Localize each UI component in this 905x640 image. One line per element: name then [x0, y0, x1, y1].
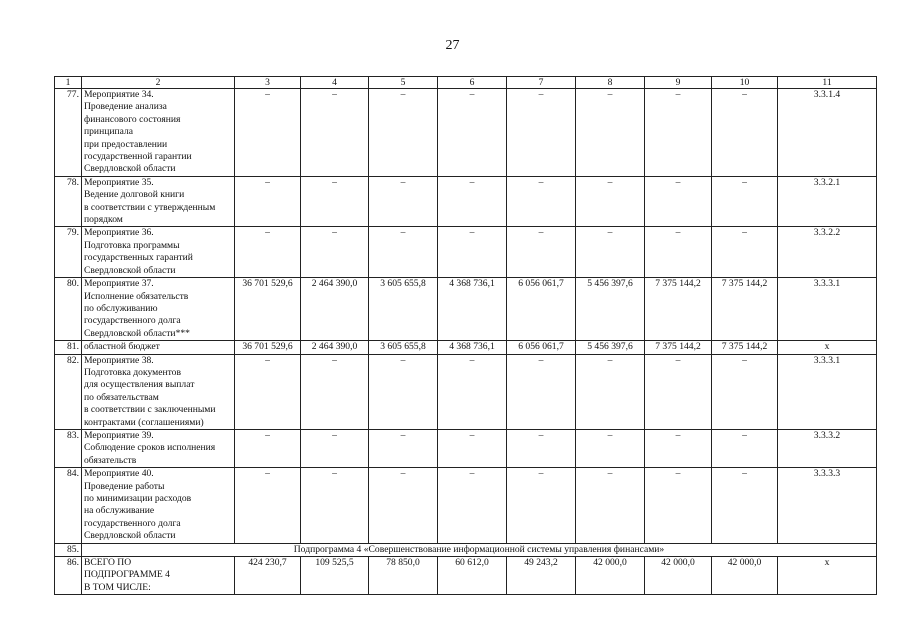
value-cell: – — [235, 227, 301, 278]
value-cell: 4 368 736,1 — [438, 278, 507, 341]
value-cell: – — [645, 227, 712, 278]
value-cell: – — [576, 354, 645, 429]
value-cell: 4 368 736,1 — [438, 341, 507, 354]
description-line: Проведение работы — [84, 480, 165, 492]
description-line: на обслуживание — [84, 505, 155, 517]
description-line: Проведение анализа — [84, 101, 167, 113]
value-cell: 424 230,7 — [235, 557, 301, 595]
value-cell: 60 612,0 — [438, 557, 507, 595]
value-cell: – — [301, 429, 369, 467]
table-row — [55, 176, 877, 227]
value-cell: – — [576, 176, 645, 227]
value-cell: – — [712, 89, 778, 177]
value-cell: – — [301, 227, 369, 278]
value-cell: – — [369, 354, 438, 429]
value-cell: – — [712, 429, 778, 467]
description-line: порядком — [84, 214, 123, 226]
description-line: принципала — [84, 126, 133, 138]
description-line: Мероприятие 38. — [84, 354, 154, 366]
value-cell: 49 243,2 — [507, 557, 576, 595]
value-cell: 109 525,5 — [301, 557, 369, 595]
description-line: Свердловской области — [84, 163, 176, 175]
row-description — [82, 227, 235, 278]
value-cell: – — [712, 176, 778, 227]
column-header: 3 — [235, 77, 301, 89]
value-cell: 5 456 397,6 — [576, 341, 645, 354]
description-line: в соответствии с утвержденным — [84, 201, 216, 213]
description-line: ПОДПРОГРАММЕ 4 — [84, 569, 170, 581]
subprogram-row — [55, 543, 877, 556]
description-line: финансового состояния — [84, 113, 181, 125]
table-row — [55, 278, 877, 341]
description-line: государственной гарантии — [84, 151, 192, 163]
description-line: обязательств — [84, 454, 137, 466]
description-line: Подготовка программы — [84, 239, 180, 251]
description-line: Исполнение обязательств — [84, 290, 189, 302]
description-line: Свердловской области — [84, 264, 176, 276]
value-cell: 42 000,0 — [576, 557, 645, 595]
row-number: 83. — [55, 429, 82, 467]
value-cell: – — [645, 429, 712, 467]
description-line: государственных гарантий — [84, 252, 193, 264]
description-line: контрактами (соглашениями) — [84, 416, 204, 428]
row-number: 82. — [55, 354, 82, 429]
row-description — [82, 468, 235, 543]
value-cell: – — [576, 89, 645, 177]
value-cell: 3 605 655,8 — [369, 278, 438, 341]
value-cell: – — [438, 468, 507, 543]
description-line: Мероприятие 35. — [84, 176, 154, 188]
value-cell: – — [235, 354, 301, 429]
description-line: для осуществления выплат — [84, 379, 195, 391]
row-number: 85. — [55, 543, 82, 556]
value-cell: – — [235, 429, 301, 467]
table-row — [55, 429, 877, 467]
target-indicator-cell: 3.3.2.1 — [778, 176, 877, 227]
value-cell: – — [507, 89, 576, 177]
description-line: Соблюдение сроков исполнения — [84, 442, 216, 454]
value-cell: 7 375 144,2 — [645, 341, 712, 354]
column-header: 11 — [778, 77, 877, 89]
value-cell: – — [712, 468, 778, 543]
target-indicator-cell: 3.3.3.3 — [778, 468, 877, 543]
value-cell: – — [645, 89, 712, 177]
table-row — [55, 468, 877, 543]
row-number: 84. — [55, 468, 82, 543]
description-line: ВСЕГО ПО — [84, 557, 132, 569]
value-cell: – — [369, 89, 438, 177]
table-row — [55, 341, 877, 354]
row-number: 77. — [55, 89, 82, 177]
value-cell: – — [645, 468, 712, 543]
table-row — [55, 89, 877, 177]
value-cell: – — [712, 354, 778, 429]
description-line: Свердловской области*** — [84, 327, 190, 339]
value-cell: 3 605 655,8 — [369, 341, 438, 354]
value-cell: 42 000,0 — [645, 557, 712, 595]
value-cell: – — [369, 429, 438, 467]
value-cell: – — [301, 176, 369, 227]
column-header: 6 — [438, 77, 507, 89]
value-cell: 6 056 061,7 — [507, 341, 576, 354]
description-line: Мероприятие 37. — [84, 278, 154, 290]
description-line: Мероприятие 40. — [84, 468, 154, 480]
row-number: 79. — [55, 227, 82, 278]
description-line: Мероприятие 34. — [84, 89, 154, 100]
value-cell: 2 464 390,0 — [301, 278, 369, 341]
target-indicator-cell: х — [778, 341, 877, 354]
target-indicator-cell: 3.3.3.1 — [778, 354, 877, 429]
column-header: 5 — [369, 77, 438, 89]
description-line: Мероприятие 36. — [84, 227, 154, 239]
target-indicator-cell: 3.3.3.2 — [778, 429, 877, 467]
value-cell: – — [576, 429, 645, 467]
value-cell: – — [576, 227, 645, 278]
subprogram-title: Подпрограмма 4 «Совершенствование информационной системы управления финансами» — [82, 543, 877, 556]
description-line: по минимизации расходов — [84, 493, 192, 504]
value-cell: – — [507, 429, 576, 467]
description-line: Подготовка документов — [84, 366, 181, 378]
description-line: по обязательствам — [84, 391, 159, 403]
value-cell: – — [301, 468, 369, 543]
value-cell: – — [507, 176, 576, 227]
budget-table — [54, 76, 877, 595]
value-cell: – — [438, 89, 507, 177]
table-row — [55, 354, 877, 429]
value-cell: – — [712, 227, 778, 278]
description-line: В ТОМ ЧИСЛЕ: — [84, 581, 151, 593]
table-row — [55, 557, 877, 595]
value-cell: 7 375 144,2 — [712, 341, 778, 354]
row-description — [82, 429, 235, 467]
page-number: 27 — [445, 38, 460, 53]
value-cell: – — [645, 176, 712, 227]
value-cell: 42 000,0 — [712, 557, 778, 595]
table-row — [55, 227, 877, 278]
value-cell: – — [301, 89, 369, 177]
value-cell: – — [576, 468, 645, 543]
value-cell: – — [369, 176, 438, 227]
row-number: 86. — [55, 557, 82, 595]
value-cell: – — [438, 429, 507, 467]
value-cell: – — [235, 468, 301, 543]
column-header: 7 — [507, 77, 576, 89]
value-cell: – — [235, 89, 301, 177]
table-body — [55, 77, 877, 595]
description-line: государственного долга — [84, 315, 181, 327]
description-line: государственного долга — [84, 517, 181, 529]
column-header: 10 — [712, 77, 778, 89]
value-cell: – — [301, 354, 369, 429]
value-cell: – — [438, 354, 507, 429]
value-cell: – — [507, 354, 576, 429]
target-indicator-cell: х — [778, 557, 877, 595]
description-line: Свердловской области — [84, 530, 176, 542]
value-cell: 2 464 390,0 — [301, 341, 369, 354]
value-cell: 36 701 529,6 — [235, 341, 301, 354]
row-number: 78. — [55, 176, 82, 227]
value-cell: – — [235, 176, 301, 227]
value-cell: – — [507, 468, 576, 543]
value-cell: 5 456 397,6 — [576, 278, 645, 341]
value-cell: 6 056 061,7 — [507, 278, 576, 341]
target-indicator-cell: 3.3.1.4 — [778, 89, 877, 177]
target-indicator-cell: 3.3.2.2 — [778, 227, 877, 278]
column-header: 4 — [301, 77, 369, 89]
row-description — [82, 354, 235, 429]
column-header: 9 — [645, 77, 712, 89]
description-line: Мероприятие 39. — [84, 429, 154, 441]
row-description — [82, 278, 235, 341]
column-header: 8 — [576, 77, 645, 89]
row-number: 80. — [55, 278, 82, 341]
description-line: по обслуживанию — [84, 302, 158, 314]
value-cell: – — [507, 227, 576, 278]
value-cell: – — [438, 227, 507, 278]
value-cell: – — [438, 176, 507, 227]
header-row — [55, 77, 877, 89]
value-cell: 7 375 144,2 — [645, 278, 712, 341]
row-number: 81. — [55, 341, 82, 354]
target-indicator-cell: 3.3.3.1 — [778, 278, 877, 341]
column-header: 1 — [55, 77, 82, 89]
value-cell: 36 701 529,6 — [235, 278, 301, 341]
row-description — [82, 176, 235, 227]
row-description — [82, 557, 235, 595]
column-header: 2 — [82, 77, 235, 89]
description-line: в соответствии с заключенными — [84, 404, 216, 416]
description-line: при предоставлении — [84, 138, 168, 150]
value-cell: 7 375 144,2 — [712, 278, 778, 341]
value-cell: – — [369, 227, 438, 278]
row-description — [82, 341, 235, 354]
value-cell: – — [645, 354, 712, 429]
row-description — [82, 89, 235, 177]
value-cell: – — [369, 468, 438, 543]
description-line: областной бюджет — [84, 341, 160, 353]
description-line: Ведение долговой книги — [84, 189, 185, 201]
value-cell: 78 850,0 — [369, 557, 438, 595]
